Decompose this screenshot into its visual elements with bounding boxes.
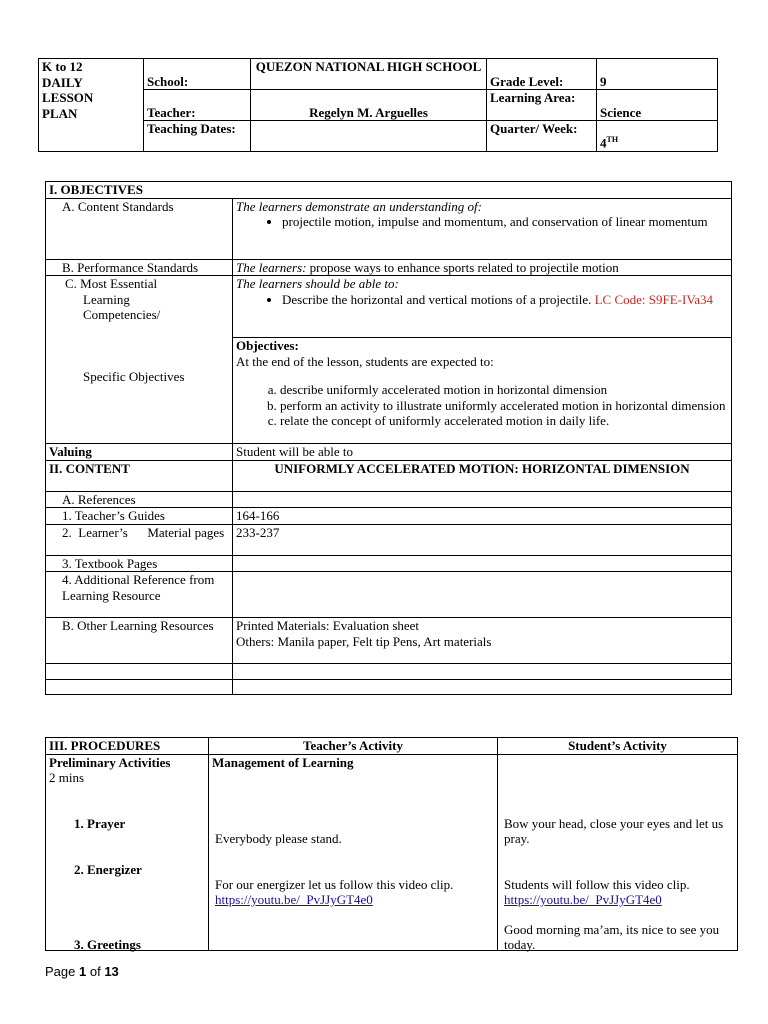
melc-bullet: • Describe the horizontal and vertical motions of a projectile. LC Code: S9FE-IVa34 [282,292,728,308]
content-standards-cell: The learners demonstrate an understanding of: • projectile motion, impulse and momentum, and conservation of linear momentum [233,198,732,259]
grade-value: 9 [597,59,718,90]
objectives-heading: I. OBJECTIVES [46,182,732,199]
performance-standards-label: B. Performance Standards [46,259,233,276]
energizer-student-text: Students will follow this video clip. https://youtu.be/_PvJJyGT4e0 [504,877,734,908]
preliminary-time: 2 mins [49,770,85,785]
teachers-guides-label: 1. Teacher’s Guides [46,508,233,525]
teacher-label: Teacher: [144,90,251,121]
school-value: QUEZON NATIONAL HIGH SCHOOL [251,59,487,90]
management-label: Management of Learning [212,754,354,770]
objective-item: b. perform an activity to illustrate uniformly accelerated motion in horizontal dimension [280,398,728,414]
dates-label: Teaching Dates: [144,121,251,152]
grade-label: Grade Level: [487,59,597,90]
page-footer: Page 1 of 13 [45,964,119,979]
other-resources-value: Printed Materials: Evaluation sheet Others: Manila paper, Felt tip Pens, Art materials [233,618,732,664]
teacher-activity-header: Teacher’s Activity [209,738,498,755]
energizer-teacher-text: For our energizer let us follow this video clip. https://youtu.be/_PvJJyGT4e0 [215,877,485,908]
melc-cell: The learners should be able to: • Describe the horizontal and vertical motions of a projectile. LC Code: S9FE-IVa34 [233,276,732,338]
melc-label: C. Most Essential Learning Competencies/ Specific Objectives [46,276,233,444]
content-heading: II. CONTENT [46,460,233,491]
energizer-label: 2. Energizer [74,861,142,877]
dates-value [251,121,487,152]
prayer-teacher-text: Everybody please stand. [215,830,342,846]
energizer-student-video-link[interactable]: https://youtu.be/_PvJJyGT4e0 [504,892,662,907]
specific-objectives-cell: Objectives: At the end of the lesson, students are expected to: a. describe uniformly accelerated motion in horizontal dimension b. perform an activity to illustrate uniformly accelerated motion in horizontal dimension c. relate the concept of uniformly accelerated motion in daily life. [233,338,732,444]
content-title: UNIFORMLY ACCELERATED MOTION: HORIZONTAL DIMENSION [233,460,732,491]
learners-material-label: 2. Learner’s Material pages [46,524,233,555]
valuing-label: Valuing [46,444,233,461]
area-label: Learning Area: [487,90,597,121]
objective-item: c. relate the concept of uniformly accelerated motion in daily life. [280,413,728,429]
procedures-heading: III. PROCEDURES [46,738,209,755]
procedure-steps-cell [46,754,209,950]
performance-standards-cell: The learners: propose ways to enhance sports related to projectile motion [233,259,732,276]
references-label: A. References [46,491,233,508]
quarter-label: Quarter/ Week: [487,121,597,152]
additional-reference-label: 4. Additional Reference from Learning Resource [46,572,233,618]
preliminary-label: Preliminary Activities [49,754,171,770]
quarter-value: 4TH [597,121,718,152]
greetings-label: 3. Greetings [74,936,141,952]
lc-code: LC Code: S9FE-IVa34 [591,291,714,307]
school-label: School: [144,59,251,90]
learners-material-value: 233-237 [233,524,732,555]
area-value: Science [597,90,718,121]
objectives-table [45,181,732,695]
header-table [38,58,718,152]
teachers-guides-value: 164-166 [233,508,732,525]
prayer-label: 1. Prayer [74,815,126,831]
valuing-value: Student will be able to [233,444,732,461]
teacher-value: Regelyn M. Arguelles [251,90,487,121]
student-activity-cell [498,754,738,950]
content-standard-bullet: • projectile motion, impulse and momentum, and conservation of linear momentum [282,214,728,230]
greetings-student-text: Good morning ma’am, its nice to see you today. [504,921,720,952]
student-activity-header: Student’s Activity [498,738,738,755]
prayer-student-text: Bow your head, close your eyes and let us pray. [504,815,724,846]
procedures-table [45,737,738,951]
teacher-activity-cell [209,754,498,950]
plan-label: K to 12 DAILY LESSON PLAN [39,59,144,152]
content-standards-label: A. Content Standards [46,198,233,259]
objective-item: a. describe uniformly accelerated motion in horizontal dimension [280,382,728,398]
textbook-pages-label: 3. Textbook Pages [46,555,233,572]
specific-objectives-label: Specific Objectives [83,368,185,384]
energizer-video-link[interactable]: https://youtu.be/_PvJJyGT4e0 [215,892,373,907]
other-resources-label: B. Other Learning Resources [46,618,233,664]
